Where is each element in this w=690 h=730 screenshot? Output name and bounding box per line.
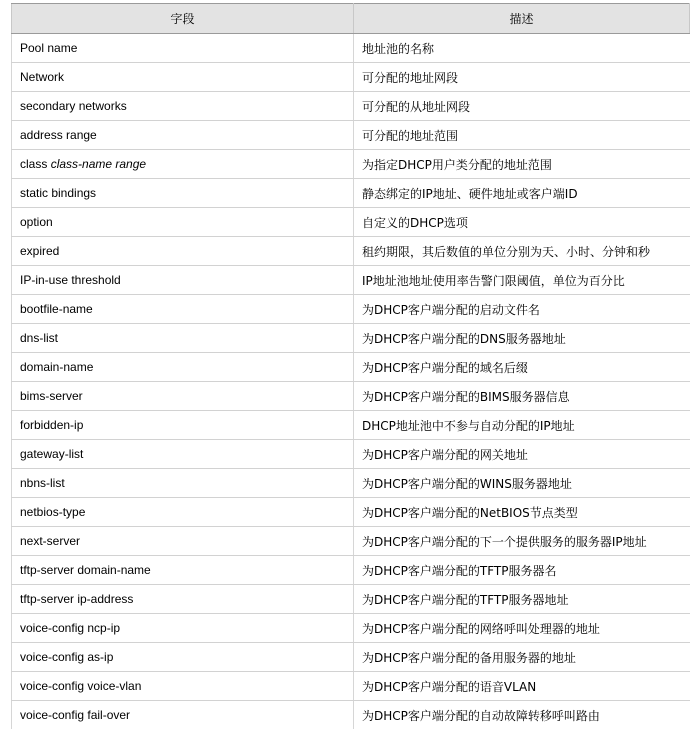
description-cell: 地址池的名称 [354,34,690,63]
field-cell: tftp-server domain-name [12,556,354,585]
table-row [12,498,690,527]
field-cell: forbidden-ip [12,411,354,440]
description-cell: 可分配的地址范围 [354,121,690,150]
description-cell: 可分配的地址网段 [354,63,690,92]
description-cell: 为DHCP客户端分配的启动文件名 [354,295,690,324]
field-cell [12,150,354,179]
field-cell: nbns-list [12,469,354,498]
table-row [12,324,690,353]
table-row [12,556,690,585]
description-cell: 为DHCP客户端分配的TFTP服务器名 [354,556,690,585]
table-row [12,237,690,266]
table-row [12,527,690,556]
table-row [12,295,690,324]
field-cell: voice-config ncp-ip [12,614,354,643]
description-cell: IP地址池地址使用率告警门限阈值，单位为百分比 [354,266,690,295]
description-cell: 为指定DHCP用户类分配的地址范围 [354,150,690,179]
description-cell: 自定义的DHCP选项 [354,208,690,237]
field-cell: secondary networks [12,92,354,121]
field-cell: next-server [12,527,354,556]
table-header-row [12,4,690,34]
description-cell: 为DHCP客户端分配的DNS服务器地址 [354,324,690,353]
field-cell: static bindings [12,179,354,208]
table-row [12,701,690,730]
field-cell: option [12,208,354,237]
description-cell: 为DHCP客户端分配的TFTP服务器地址 [354,585,690,614]
field-cell: domain-name [12,353,354,382]
field-prefix: class [20,157,51,171]
description-cell: 租约期限，其后数值的单位分别为天、小时、分钟和秒 [354,237,690,266]
table-row [12,179,690,208]
table-row [12,382,690,411]
table-row [12,150,690,179]
table-row [12,63,690,92]
field-cell: voice-config as-ip [12,643,354,672]
table-body [12,34,690,730]
description-cell: 为DHCP客户端分配的域名后缀 [354,353,690,382]
table-row [12,266,690,295]
field-cell: dns-list [12,324,354,353]
table-row [12,440,690,469]
field-cell: netbios-type [12,498,354,527]
field-cell: Network [12,63,354,92]
header-description: 描述 [354,4,690,34]
table-row [12,208,690,237]
field-italic-arg: class-name range [50,157,147,171]
description-cell: 可分配的从地址网段 [354,92,690,121]
description-cell: 为DHCP客户端分配的下一个提供服务的服务器IP地址 [354,527,690,556]
header-field: 字段 [12,4,354,34]
description-cell: 为DHCP客户端分配的NetBIOS节点类型 [354,498,690,527]
table-row [12,469,690,498]
description-cell: DHCP地址池中不参与自动分配的IP地址 [354,411,690,440]
field-cell: tftp-server ip-address [12,585,354,614]
description-cell: 为DHCP客户端分配的语音VLAN [354,672,690,701]
field-cell: bims-server [12,382,354,411]
field-cell: gateway-list [12,440,354,469]
table-row [12,353,690,382]
description-cell: 为DHCP客户端分配的BIMS服务器信息 [354,382,690,411]
table-row [12,34,690,63]
table-row [12,411,690,440]
description-cell: 为DHCP客户端分配的WINS服务器地址 [354,469,690,498]
field-description-table [11,3,690,729]
field-cell: Pool name [12,34,354,63]
table-row [12,672,690,701]
description-cell: 为DHCP客户端分配的备用服务器的地址 [354,643,690,672]
field-cell: bootfile-name [12,295,354,324]
field-cell: voice-config fail-over [12,701,354,730]
description-cell: 为DHCP客户端分配的网络呼叫处理器的地址 [354,614,690,643]
table-row [12,92,690,121]
table-row [12,643,690,672]
description-cell: 静态绑定的IP地址、硬件地址或客户端ID [354,179,690,208]
table-row [12,614,690,643]
table-row [12,121,690,150]
field-cell: expired [12,237,354,266]
field-cell: IP-in-use threshold [12,266,354,295]
field-cell: voice-config voice-vlan [12,672,354,701]
table-row [12,585,690,614]
description-cell: 为DHCP客户端分配的自动故障转移呼叫路由 [354,701,690,730]
description-cell: 为DHCP客户端分配的网关地址 [354,440,690,469]
field-cell: address range [12,121,354,150]
